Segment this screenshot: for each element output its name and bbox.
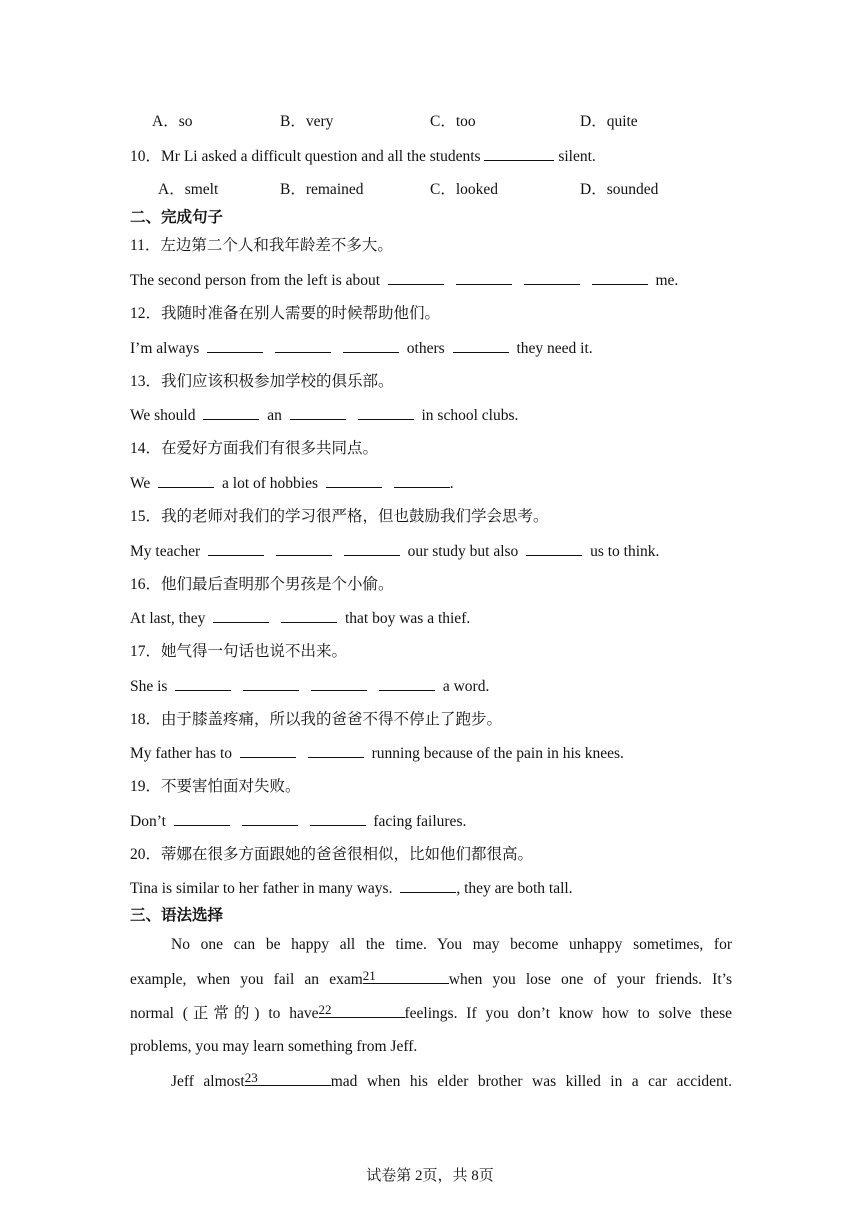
q9-option-b: B．very [280,113,334,130]
passage-text: example, when you fail an exam [130,971,363,988]
answer-blank[interactable] [388,270,444,285]
sentence-text: At last, they [130,610,206,627]
q15-english [130,541,659,562]
answer-blank[interactable] [208,541,264,556]
q10-option-b: B．remained [280,181,364,198]
q17-chinese: 17．她气得一句话也说不出来。 [130,643,348,660]
q10-option-c: C．looked [430,181,499,198]
answer-blank[interactable] [240,743,296,758]
sentence-text: us to think. [590,543,660,560]
sentence-text: My father has to [130,745,233,762]
answer-blank[interactable] [203,405,259,420]
q15-chinese: 15．我的老师对我们的学习很严格，但也鼓励我们学会思考。 [130,508,549,525]
q10-stem-before: 10．Mr Li asked a difficult question and all the students [130,148,485,165]
numbered-blank-21[interactable] [363,969,449,984]
numbered-blank-22[interactable] [319,1003,405,1018]
q16-chinese: 16．他们最后查明那个男孩是个小偷。 [130,576,394,593]
sentence-text: they need it. [516,340,593,357]
sentence-text: a word. [442,678,490,695]
passage-line-5 [171,1071,732,1092]
answer-blank[interactable] [243,676,299,691]
answer-blank[interactable] [308,743,364,758]
sentence-text: our study but also [407,543,519,560]
answer-blank[interactable] [453,338,509,353]
blank-number: 22 [318,1002,332,1017]
answer-blank[interactable] [394,473,450,488]
passage-line-4: problems, you may learn something from Jeff. [130,1038,418,1055]
sentence-text: facing failures. [373,813,467,830]
q9-option-a: A．so [152,113,193,130]
passage-text: mad when his elder brother was killed in a car accident. [330,1073,732,1090]
q10-option-d: D．sounded [580,181,659,198]
q14-chinese: 14．在爱好方面我们有很多共同点。 [130,440,379,457]
answer-blank[interactable] [174,811,230,826]
sentence-text: that boy was a thief. [344,610,471,627]
section-3-title: 三、语法选择 [130,907,224,924]
answer-blank[interactable] [484,146,554,161]
answer-blank[interactable] [242,811,298,826]
passage-line-3 [130,1003,732,1024]
answer-blank[interactable] [456,270,512,285]
section-2-title: 二、完成句子 [130,209,224,226]
q18-english [130,743,624,764]
blank-number: 23 [244,1070,258,1085]
answer-blank[interactable] [344,541,400,556]
answer-blank[interactable] [358,405,414,420]
q13-english [130,405,518,426]
q10-stem [130,146,596,167]
q17-english [130,676,489,697]
q11-chinese: 11．左边第二个人和我年龄差不多大。 [130,237,393,254]
answer-blank[interactable] [326,473,382,488]
answer-blank[interactable] [526,541,582,556]
passage-line-1: No one can be happy all the time. You may become unhappy sometimes, for [171,936,732,953]
passage-line-2 [130,969,732,990]
passage-text: normal (正常的) to have [130,1005,319,1022]
sentence-text: in school clubs. [421,407,519,424]
q9-option-c: C．too [430,113,476,130]
q18-chinese: 18．由于膝盖疼痛，所以我的爸爸不得不停止了跑步。 [130,711,503,728]
answer-blank[interactable] [275,338,331,353]
sentence-text: The second person from the left is about [130,272,381,289]
q14-english [130,473,454,494]
answer-blank[interactable] [213,608,269,623]
q13-chinese: 13．我们应该积极参加学校的俱乐部。 [130,373,394,390]
answer-blank[interactable] [158,473,214,488]
sentence-text: others [406,340,445,357]
q20-english [130,878,573,899]
answer-blank[interactable] [310,811,366,826]
sentence-text: . [449,475,454,492]
q19-english [130,811,466,832]
sentence-text: Tina is similar to her father in many ways. [130,880,393,897]
answer-blank[interactable] [175,676,231,691]
sentence-text: We [130,475,151,492]
sentence-text: She is [130,678,168,695]
q10-option-a: A．smelt [158,181,219,198]
q12-english [130,338,593,359]
sentence-text: a lot of hobbies [222,475,319,492]
blank-number: 21 [362,968,376,983]
answer-blank[interactable] [343,338,399,353]
answer-blank[interactable] [290,405,346,420]
answer-blank[interactable] [311,676,367,691]
answer-blank[interactable] [400,878,456,893]
sentence-text: My teacher [130,543,201,560]
passage-text: Jeff almost [171,1073,245,1090]
sentence-text: We should [130,407,196,424]
q16-english [130,608,470,629]
sentence-text: I’m always [130,340,200,357]
answer-blank[interactable] [592,270,648,285]
q12-chinese: 12．我随时准备在别人需要的时候帮助他们。 [130,305,441,322]
sentence-text: me. [655,272,679,289]
answer-blank[interactable] [276,541,332,556]
sentence-text: an [267,407,282,424]
sentence-text: running because of the pain in his knees. [371,745,624,762]
answer-blank[interactable] [207,338,263,353]
sentence-text: Don’t [130,813,166,830]
page-footer: 试卷第 2页，共 8页 [366,1168,494,1184]
answer-blank[interactable] [524,270,580,285]
q19-chinese: 19．不要害怕面对失败。 [130,778,301,795]
passage-text: when you lose one of your friends. It’s [448,971,732,988]
q20-chinese: 20．蒂娜在很多方面跟她的爸爸很相似，比如他们都很高。 [130,846,534,863]
q10-stem-after: silent. [554,148,596,165]
sentence-text: , they are both tall. [456,880,573,897]
answer-blank[interactable] [379,676,435,691]
answer-blank[interactable] [281,608,337,623]
q11-english [130,270,678,291]
numbered-blank-23[interactable] [245,1071,331,1086]
passage-text: feelings. If you don’t know how to solve these [404,1005,733,1022]
q9-option-d: D．quite [580,113,638,130]
